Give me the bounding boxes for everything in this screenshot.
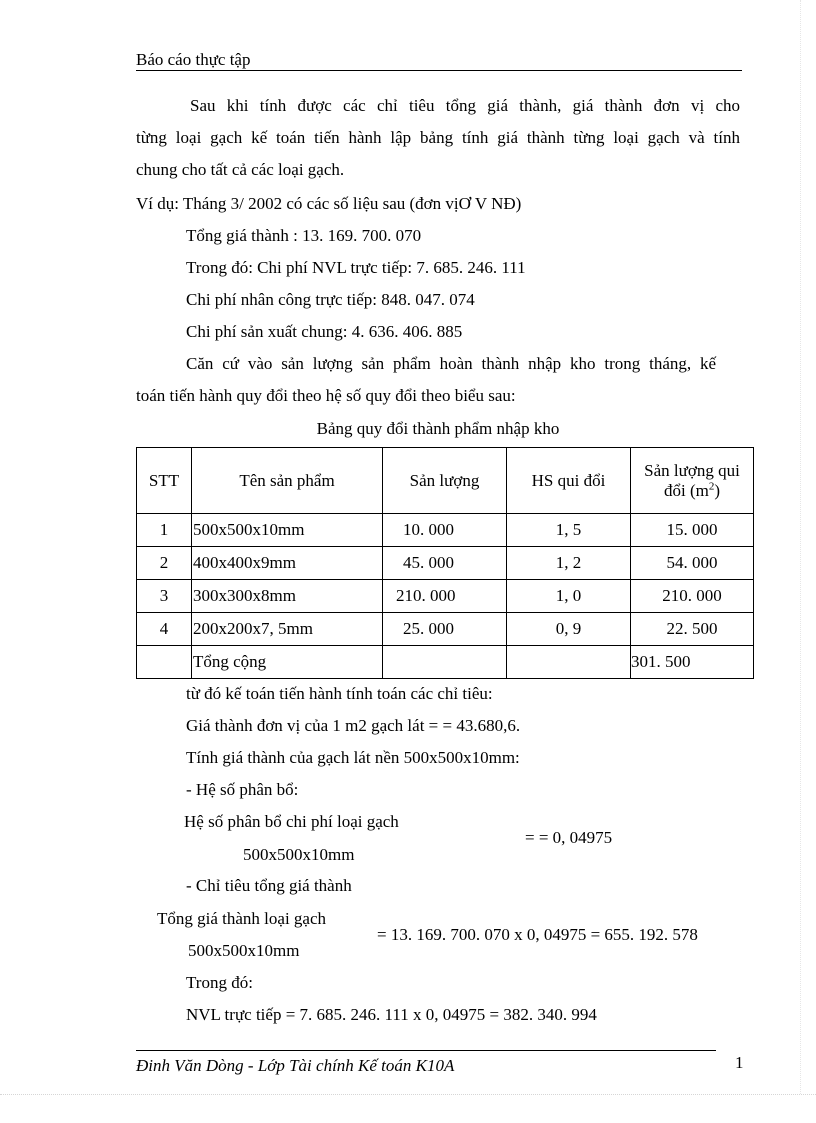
cost-title-line: Tính giá thành của gạch lát nền 500x500x10mm: [186, 748, 520, 767]
basis-line-1: Căn cứ vào sản lượng sản phẩm hoàn thành nhập kho trong tháng, kế [186, 354, 716, 373]
intro-line-3: chung cho tất cả các loại gạch. [136, 160, 345, 179]
table-total-row [137, 646, 754, 679]
page-edge-right [800, 0, 801, 1094]
table-row [137, 547, 754, 580]
header-title: Báo cáo thực tập [136, 50, 251, 69]
cell-name: 400x400x9mm [192, 547, 383, 580]
cell-coef-empty [507, 646, 631, 679]
coef-label-1: Hệ số phân bổ chi phí loại gạch [184, 812, 399, 831]
total-label-2: 500x500x10mm [188, 941, 300, 960]
header-converted-line-2: đổi (m [663, 480, 709, 500]
intro-line-2: từng loại gạch kế toán tiến hành lập bảng tính giá thành từng loại gạch và tính [136, 128, 740, 147]
cell-converted: 54. 000 [631, 547, 754, 580]
intro-line-1: Sau khi tính được các chỉ tiêu tổng giá thành, giá thành đơn vị cho [190, 96, 740, 115]
cell-coef: 1, 5 [507, 514, 631, 547]
table-header-row [137, 448, 754, 514]
table-row [137, 514, 754, 547]
cell-stt-empty [137, 646, 192, 679]
header-converted [631, 448, 754, 514]
material-calc-line: NVL trực tiếp = 7. 685. 246. 111 x 0, 04975 = 382. 340. 994 [186, 1005, 597, 1024]
overhead-cost-line: Chi phí sản xuất chung: 4. 636. 406. 885 [186, 322, 463, 341]
header-converted-sup: 2 [708, 479, 715, 492]
cell-stt: 2 [137, 547, 192, 580]
header-converted-line-1: Sản lượng qui [644, 460, 740, 480]
total-heading: - Chỉ tiêu tổng giá thành [186, 876, 352, 895]
total-label: Tổng cộng [192, 646, 383, 679]
coef-value: = = 0, 04975 [525, 828, 613, 847]
cell-output-empty [383, 646, 507, 679]
coef-label-2: 500x500x10mm [243, 845, 355, 864]
page-number: 1 [735, 1053, 744, 1072]
header-stt: STT [137, 448, 192, 514]
footer-author: Đinh Văn Dòng - Lớp Tài chính Kế toán K10A [136, 1056, 455, 1075]
cell-coef: 0, 9 [507, 613, 631, 646]
material-cost-line: Trong đó: Chi phí NVL trực tiếp: 7. 685. 246. 111 [186, 258, 526, 277]
cell-output: 45. 000 [383, 547, 507, 580]
unit-price-line: Giá thành đơn vị của 1 m2 gạch lát = = 43.680,6. [186, 716, 521, 735]
cell-converted: 210. 000 [631, 580, 754, 613]
cell-name: 300x300x8mm [192, 580, 383, 613]
cell-name: 200x200x7, 5mm [192, 613, 383, 646]
total-converted: 301. 500 [631, 646, 754, 679]
coef-heading: - Hệ số phân bổ: [186, 780, 299, 799]
basis-line-2: toán tiến hành quy đổi theo hệ số quy đổi theo biểu sau: [136, 386, 516, 405]
cell-converted: 15. 000 [631, 514, 754, 547]
header-converted-close: ) [714, 480, 721, 500]
header-rule [136, 70, 742, 71]
cell-name: 500x500x10mm [192, 514, 383, 547]
calc-intro: từ đó kế toán tiến hành tính toán các chỉ tiêu: [186, 684, 493, 703]
cell-stt: 1 [137, 514, 192, 547]
cell-coef: 1, 2 [507, 547, 631, 580]
header-coef: HS qui đổi [507, 448, 631, 514]
table-title: Bảng quy đổi thành phẩm nhập kho [316, 419, 560, 438]
page-edge-bottom [0, 1094, 816, 1095]
conversion-table [136, 447, 754, 679]
total-label-1: Tổng giá thành loại gạch [157, 909, 327, 928]
table-row [137, 613, 754, 646]
cell-converted: 22. 500 [631, 613, 754, 646]
cell-output: 25. 000 [383, 613, 507, 646]
example-heading: Ví dụ: Tháng 3/ 2002 có các số liệu sau (đơn vịƠ V NĐ) [136, 194, 522, 213]
table-row [137, 580, 754, 613]
cell-coef: 1, 0 [507, 580, 631, 613]
header-output: Sản lượng [383, 448, 507, 514]
cell-output: 210. 000 [383, 580, 507, 613]
total-cost-line: Tổng giá thành : 13. 169. 700. 070 [186, 226, 422, 245]
footer-rule [136, 1050, 716, 1051]
header-name: Tên sản phẩm [192, 448, 383, 514]
cell-output: 10. 000 [383, 514, 507, 547]
within-line: Trong đó: [186, 973, 253, 992]
cell-stt: 3 [137, 580, 192, 613]
total-value: = 13. 169. 700. 070 x 0, 04975 = 655. 192. 578 [377, 925, 698, 944]
cell-stt: 4 [137, 613, 192, 646]
labor-cost-line: Chi phí nhân công trực tiếp: 848. 047. 074 [186, 290, 475, 309]
